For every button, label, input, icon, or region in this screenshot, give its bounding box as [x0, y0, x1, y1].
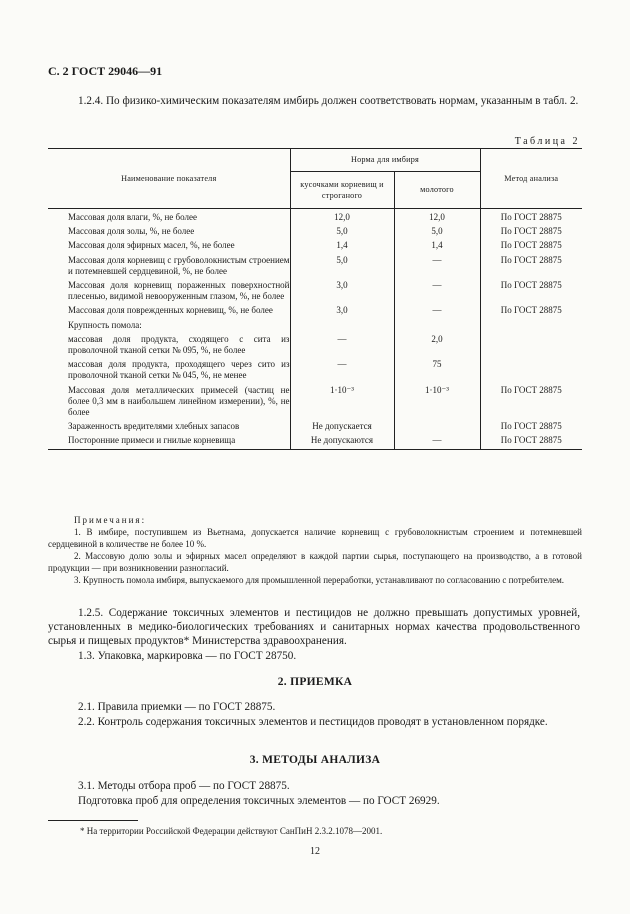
cell-indicator: Массовая доля корневищ пораженных поверхностной плесенью, видимой невооруженным глазом, %, не более — [68, 280, 290, 302]
cell-norm-ground: — — [394, 304, 480, 318]
cell-method: По ГОСТ 28875 — [480, 434, 582, 449]
table-row — [48, 420, 582, 434]
cell-method — [480, 358, 582, 383]
table-row — [48, 319, 582, 333]
cell-norm-ground: 75 — [394, 358, 480, 383]
cell-norm-ground: — — [394, 434, 480, 449]
cell-norm-pieces: Не допускается — [290, 420, 394, 434]
notes-title: Примечания: — [74, 515, 147, 525]
table-row — [48, 225, 582, 239]
cell-indicator: Массовая доля корневищ с грубоволокнистым строением и потемневшей сердцевиной, %, не более — [68, 254, 290, 276]
table-row — [48, 239, 582, 253]
cell-norm-pieces: 1·10⁻³ — [290, 384, 394, 421]
paragraph-2-1: 2.1. Правила приемки — по ГОСТ 28875. — [78, 701, 276, 713]
cell-norm-pieces: 3,0 — [290, 304, 394, 318]
paragraph-1-2-5: 1.2.5. Содержание токсичных элементов и пестицидов не должно превышать допустимых уровней, установленных в медико-биологических требованиях и санитарных нормах качества продовольственного сырья и пищевых продуктов* Министерства здравоохранения. — [48, 607, 580, 647]
note-item: 3. Крупность помола имбиря, выпускаемого для промышленной переработки, устанавливают по согласованию с потребителем. — [74, 575, 565, 585]
cell-norm-pieces: Не допускаются — [290, 434, 394, 449]
cell-norm-ground: 12,0 — [394, 209, 480, 226]
table-row — [48, 254, 582, 279]
table-row — [48, 434, 582, 449]
cell-method: По ГОСТ 28875 — [480, 225, 582, 239]
cell-norm-ground: 5,0 — [394, 225, 480, 239]
col-header-name: Наименование показателя — [48, 149, 290, 209]
cell-method — [480, 319, 582, 333]
cell-norm-ground — [394, 319, 480, 333]
table-row — [48, 333, 582, 358]
note-item: 2. Массовую долю золы и эфирных масел определяют в каждой партии сырья, поступающего на производство, а в готовой продукции — при возникновении разногласий. — [48, 551, 582, 573]
cell-indicator: Посторонние примеси и гнилые корневища — [48, 434, 290, 449]
cell-indicator: массовая доля продукта, сходящего с сита из проволочной тканой сетки № 095, %, не более — [68, 333, 290, 356]
cell-indicator: Массовая доля золы, %, не более — [68, 226, 195, 237]
cell-norm-ground: 2,0 — [394, 333, 480, 358]
table-header-row — [48, 149, 582, 172]
paragraph-1-3: 1.3. Упаковка, маркировка — по ГОСТ 28750. — [78, 650, 297, 662]
section-3-title: 3. МЕТОДЫ АНАЛИЗА — [249, 754, 381, 766]
cell-norm-ground: 1,4 — [394, 239, 480, 253]
col-header-ground: молотого — [394, 172, 480, 209]
cell-method: По ГОСТ 28875 — [480, 279, 582, 304]
cell-indicator: Массовая доля эфирных масел, %, не более — [68, 240, 235, 251]
cell-method: По ГОСТ 28875 — [480, 304, 582, 318]
cell-indicator: Зараженность вредителями хлебных запасов — [68, 421, 240, 432]
cell-method — [480, 333, 582, 358]
cell-method: По ГОСТ 28875 — [480, 420, 582, 434]
cell-norm-ground: — — [394, 279, 480, 304]
cell-norm-ground: — — [394, 254, 480, 279]
cell-norm-pieces: — — [290, 333, 394, 358]
footnote: * На территории Российской Федерации действуют СанПиН 2.3.2.1078—2001. — [80, 826, 383, 836]
page-header: С. 2 ГОСТ 29046—91 — [48, 64, 163, 78]
footnote-divider — [48, 820, 138, 821]
cell-norm-pieces: 3,0 — [290, 279, 394, 304]
cell-method: По ГОСТ 28875 — [480, 239, 582, 253]
cell-method: По ГОСТ 28875 — [480, 209, 582, 226]
cell-norm-pieces: 1,4 — [290, 239, 394, 253]
table-row — [48, 279, 582, 304]
table-row — [48, 384, 582, 421]
indicators-table — [48, 148, 582, 450]
col-header-norm: Норма для имбиря — [290, 149, 480, 172]
cell-norm-ground: 1·10⁻³ — [394, 384, 480, 421]
section-2-title: 2. ПРИЕМКА — [277, 676, 353, 688]
table-caption: Таблица 2 — [514, 136, 580, 147]
paragraph-3-1-b: Подготовка проб для определения токсичных элементов — по ГОСТ 26929. — [78, 795, 440, 807]
cell-norm-pieces: 5,0 — [290, 225, 394, 239]
cell-indicator: Крупность помола: — [68, 319, 142, 330]
col-header-method: Метод анализа — [480, 149, 582, 209]
cell-norm-ground — [394, 420, 480, 434]
cell-norm-pieces — [290, 319, 394, 333]
cell-indicator: массовая доля продукта, проходящего через сито из проволочной тканой сетки № 045, %, не менее — [68, 359, 290, 381]
note-item: 1. В имбире, поступившем из Вьетнама, допускается наличие корневищ с грубоволокнистым строением и потемневшей сердцевиной в количестве не более 10 %. — [48, 527, 582, 549]
cell-method: По ГОСТ 28875 — [480, 254, 582, 279]
table-row — [48, 209, 582, 226]
cell-norm-pieces: 12,0 — [290, 209, 394, 226]
notes-block — [48, 514, 582, 586]
paragraph-1-2-4: 1.2.4. По физико-химическим показателям имбирь должен соответствовать нормам, указанным в табл. 2. — [78, 95, 579, 107]
paragraph-3-1: 3.1. Методы отбора проб — по ГОСТ 28875. — [78, 780, 290, 792]
table-body — [48, 209, 582, 450]
cell-method: По ГОСТ 28875 — [480, 384, 582, 421]
col-header-pieces: кусочками корневищ и строганого — [290, 172, 394, 209]
cell-norm-pieces: 5,0 — [290, 254, 394, 279]
cell-indicator: Массовая доля влаги, %, не более — [68, 212, 197, 222]
cell-indicator: Массовая доля поврежденных корневищ, %, не более — [68, 305, 273, 316]
cell-indicator: Массовая доля металлических примесей (частиц не более 0,3 мм в наибольшем линейном измерении), %, не более — [68, 384, 290, 418]
page-number: 12 — [310, 846, 320, 857]
paragraph-2-2: 2.2. Контроль содержания токсичных элементов и пестицидов проводят в установленном порядке. — [78, 716, 548, 728]
table-row — [48, 304, 582, 318]
table-row — [48, 358, 582, 383]
cell-norm-pieces: — — [290, 358, 394, 383]
